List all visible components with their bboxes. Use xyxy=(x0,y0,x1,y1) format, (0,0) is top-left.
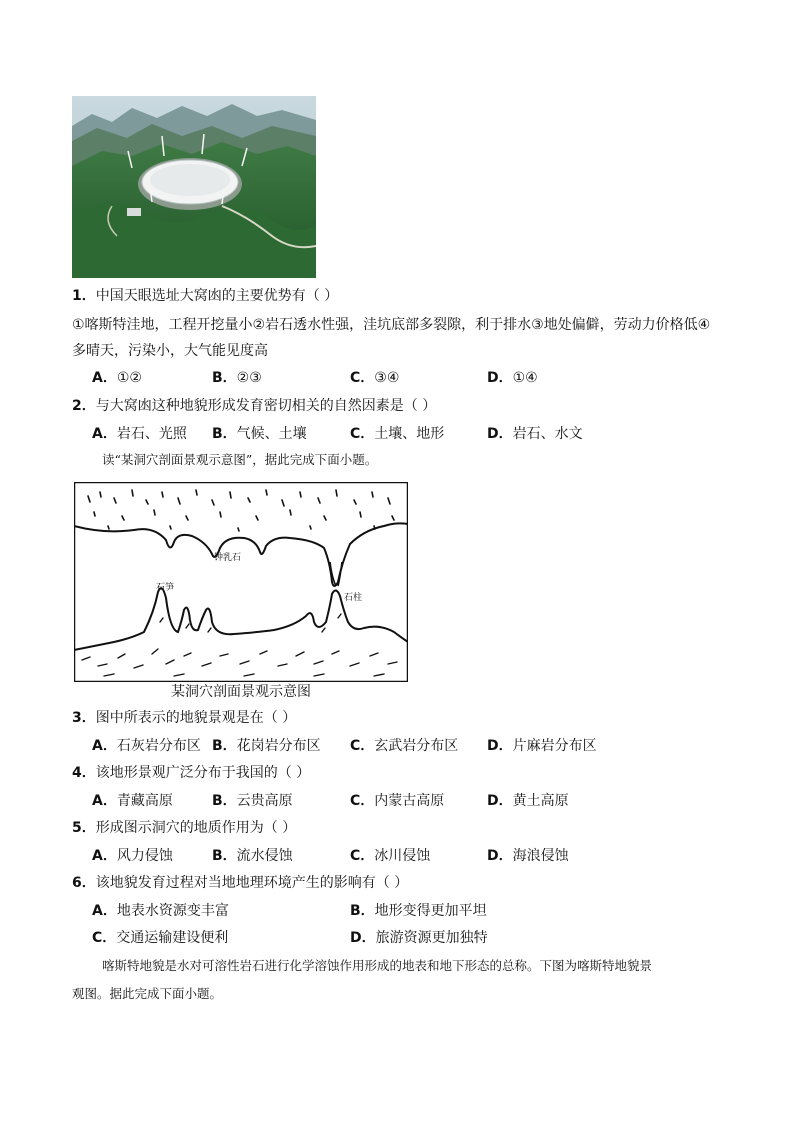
option-c[interactable]: C．冰川侵蚀 xyxy=(350,848,431,864)
question-5-options xyxy=(0,846,794,866)
label-column: 石柱 xyxy=(344,593,363,603)
question-5-number: 5． xyxy=(72,820,96,836)
question-4-stem: 该地形景观广泛分布于我国的（ ） xyxy=(95,765,311,781)
question-4-number: 4． xyxy=(72,765,96,781)
question-6-number: 6． xyxy=(72,875,96,891)
fast-telescope-photo xyxy=(72,96,316,278)
question-6-stem: 该地貌发育过程对当地地理环境产生的影响有（ ） xyxy=(95,875,409,891)
question-6 xyxy=(72,873,408,893)
option-b[interactable]: B．②③ xyxy=(212,370,262,386)
section-intro-karst-line1: 喀斯特地貌是水对可溶性岩石进行化学溶蚀作用形成的地表和地下形态的总称。下图为喀斯特地貌景 xyxy=(102,958,653,973)
section-intro-karst-line2: 观图。据此完成下面小题。 xyxy=(72,986,223,1001)
option-b[interactable]: B．气候、土壤 xyxy=(212,426,307,442)
option-d[interactable]: D．旅游资源更加独特 xyxy=(350,930,488,946)
question-4-options xyxy=(0,791,794,811)
option-c[interactable]: C．内蒙古高原 xyxy=(350,793,445,809)
option-c[interactable]: C．交通运输建设便利 xyxy=(92,930,229,946)
option-a[interactable]: A．青藏高原 xyxy=(92,793,173,809)
option-d[interactable]: D．黄土高原 xyxy=(487,793,569,809)
option-a[interactable]: A．岩石、光照 xyxy=(92,426,187,442)
question-2 xyxy=(72,396,436,416)
option-b[interactable]: B．花岗岩分布区 xyxy=(212,738,321,754)
question-1 xyxy=(72,286,338,306)
question-1-stem: 中国天眼选址大窝凼的主要优势有（ ） xyxy=(95,288,339,304)
option-a[interactable]: A．①② xyxy=(92,370,142,386)
section-intro-cave: 读“某洞穴剖面景观示意图”，据此完成下面小题。 xyxy=(102,452,378,467)
question-2-stem: 与大窝凼这种地貌形成发育密切相关的自然因素是（ ） xyxy=(95,398,437,414)
question-2-number: 2． xyxy=(72,398,96,414)
option-d[interactable]: D．①④ xyxy=(487,370,538,386)
question-5-stem: 形成图示洞穴的地质作用为（ ） xyxy=(95,820,297,836)
question-3-options xyxy=(0,736,794,756)
option-b[interactable]: B．云贵高原 xyxy=(212,793,293,809)
question-2-options xyxy=(0,424,794,444)
option-c[interactable]: C．土壤、地形 xyxy=(350,426,445,442)
question-1-context-line2: 多晴天，污染小，大气能见度高 xyxy=(72,343,268,359)
label-stalagmite: 石笋 xyxy=(156,583,175,593)
option-b[interactable]: B．地形变得更加平坦 xyxy=(350,903,487,919)
option-a[interactable]: A．风力侵蚀 xyxy=(92,848,173,864)
question-3-number: 3． xyxy=(72,710,96,726)
option-b[interactable]: B．流水侵蚀 xyxy=(212,848,293,864)
question-5 xyxy=(72,818,296,838)
question-1-options xyxy=(0,368,794,388)
option-d[interactable]: D．片麻岩分布区 xyxy=(487,738,597,754)
option-c[interactable]: C．③④ xyxy=(350,370,400,386)
option-a[interactable]: A．石灰岩分布区 xyxy=(92,738,201,754)
label-stalactite: 钟乳石 xyxy=(214,553,242,563)
option-c[interactable]: C．玄武岩分布区 xyxy=(350,738,459,754)
question-4 xyxy=(72,763,310,783)
option-d[interactable]: D．海浪侵蚀 xyxy=(487,848,569,864)
figure-caption: 某洞穴剖面景观示意图 xyxy=(171,684,311,700)
cave-section-figure xyxy=(74,482,408,682)
question-3 xyxy=(72,708,296,728)
option-d[interactable]: D．岩石、水文 xyxy=(487,426,583,442)
option-a[interactable]: A．地表水资源变丰富 xyxy=(92,903,229,919)
question-1-number: 1． xyxy=(72,288,96,304)
question-3-stem: 图中所表示的地貌景观是在（ ） xyxy=(95,710,297,726)
question-6-options-row2 xyxy=(0,928,794,948)
question-6-options-row1 xyxy=(0,901,794,921)
question-1-context-line1: ①喀斯特洼地，工程开挖量小②岩石透水性强，洼坑底部多裂隙，利于排水③地处偏僻，劳动力价格低④ xyxy=(72,317,711,333)
